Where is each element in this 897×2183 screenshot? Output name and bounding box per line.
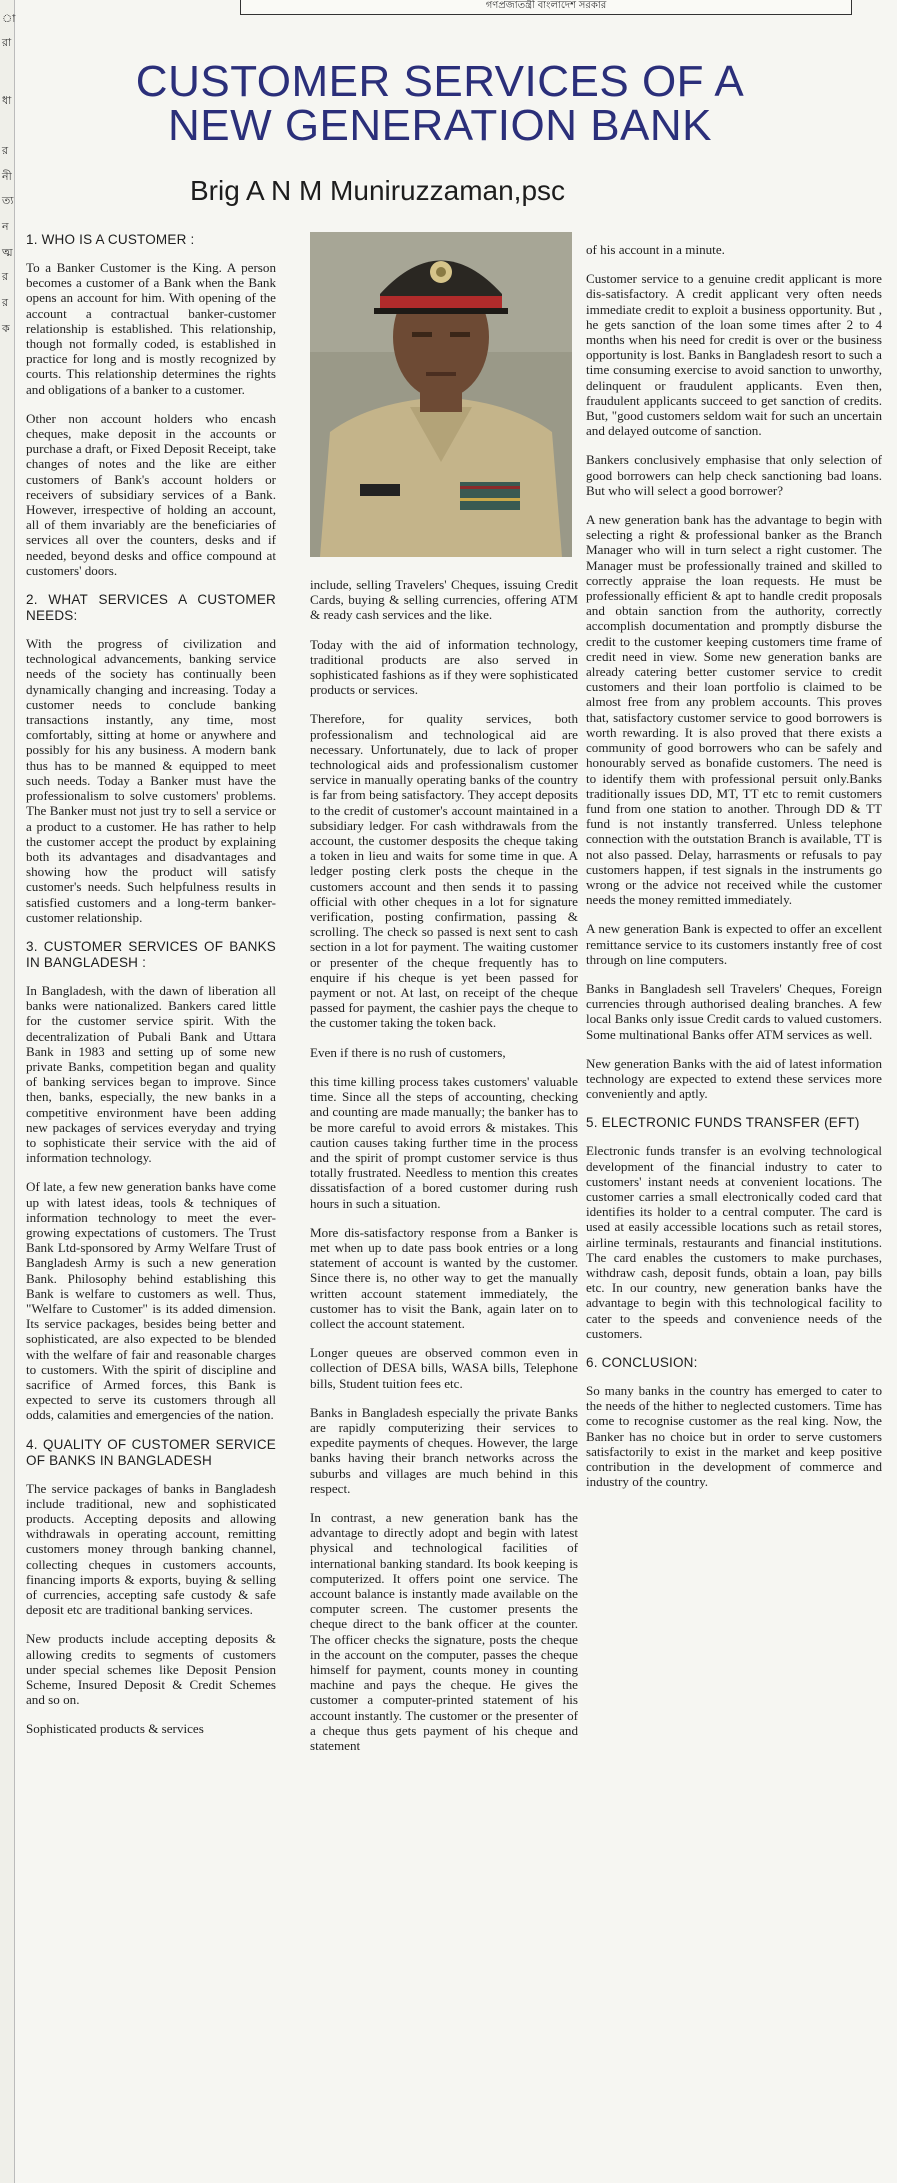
paragraph: Electronic funds transfer is an evolving technological development of the financial industry to cater to customers' instant needs at convenient locations. The customer carries a small electronically coded card that identifies its holder to a central computer. The card is used at easily accessible locations such as retail stores, airline terminals, restaurants and financial institutions. The card enables the customers to make purchases, withdraw cash, deposit funds, obtain a loan, pay bills etc. In our country, new generation banks have the advantage to begin with this technological facility to cater to the speeds and convenience needs of the customers.: [586, 1143, 882, 1341]
paragraph: Banks in Bangladesh sell Travelers' Cheques, Foreign currencies through authorised dealing branches. A few local Banks only issue Credit cards to valued customers. Some multinational Banks offer ATM services as well.: [586, 980, 882, 1042]
paragraph: Of late, a few new generation banks have come up with latest ideas, tools & techniques of information technology to meet the ever-growing expectations of customers. The Trust Bank Ltd-sponsored by Army Welfare Trust of Bangladesh Army is such a new generation Bank. Philosophy behind establishing this Bank is welfare to customers as well. Thus, "Welfare to Customer" is its added dimension. Its service packages, besides being better and sophisticated, are also expected to be blended with the welfare of fair and reasonable charges to customers. With the spirit of discipline and sacrifice of Armed forces, this Bank is expected to serve its customers through all odds, calamities and emergencies of the nation.: [26, 1179, 276, 1423]
margin-fragment: ন: [2, 220, 9, 233]
paragraph: include, selling Travelers' Cheques, issuing Credit Cards, buying & selling currencies, offering ATM & ready cash services and the like.: [310, 577, 578, 623]
section-heading: 4. QUALITY OF CUSTOMER SERVICE OF BANKS IN BANGLADESH: [26, 1436, 276, 1468]
paragraph: The service packages of banks in Bangladesh include traditional, new and sophisticated products. Accepting deposits and allowing withdrawals in operating account, remitting customers money through banking channel, collecting cheques in customers accounts, financing imports & exports, buying & selling of currencies, accepting safe custody & safe deposit etc are traditional banking services.: [26, 1480, 276, 1618]
margin-fragment: ক: [2, 322, 10, 335]
margin-fragment: রা: [2, 36, 12, 49]
section-heading: 2. WHAT SERVICES A CUSTOMER NEEDS:: [26, 592, 276, 624]
paragraph: Today with the aid of information technology, traditional products are also served in sophisticated fashions as if they were sophisticated products or services.: [310, 636, 578, 698]
paragraph: Even if there is no rush of customers,: [310, 1044, 506, 1060]
paragraph: With the progress of civilization and technological advancements, banking service needs of the society has continually been dynamically changing and increasing. Today a customer needs to conclude banking transactions instantly, any time, most comfortably, sitting at home or anywhere and possibly for his any business. A modern bank thus has to be manned & equipped to meet such needs. Today a Banker must have the professionalism to solve customers' problems. The Banker must not just try to sell a service or a product to a customer. He has rather to help the customer accept the product by explaining both its advantages and disadvantages and showing how the product will satisfy customer's needs. Such helpfulness results in satisfied customers and a long-term banker-customer relationship.: [26, 636, 276, 925]
section-heading: 5. ELECTRONIC FUNDS TRANSFER (EFT): [586, 1115, 860, 1131]
paragraph: of his account in a minute.: [586, 242, 725, 257]
paragraph: Longer queues are observed common even in collection of DESA bills, WASA bills, Telephone bills, Student tuition fees etc.: [310, 1345, 578, 1391]
paragraph: A new generation bank has the advantage to begin with selecting a right & professional banker as the Branch Manager who will in turn select a right customer. The Manager must be professionally trained and skilled to correctly appraise the loan requests. He must be professionally efficient & apt to handle credit proposals and obtain sanction from the authority, correctly accomplish documentation and promptly disburse the credit to the customer keeping customers time frame of credit need in view. Some new generation banks are already catering better customer service to credit customers and their loan portfolio is claimed to be almost free from any problem accounts. This proves that, satisfactory customer service to good borrowers is worth rewarding. It is also proved that there exists a community of good borrowers who can be safely and honourably served as bonafide customers. The need is to identify them with professional persuit only.Banks traditionally issues DD, MT, TT etc to remit customers fund from one station to another. Through DD & TT fund is not instantly transferred. Unless telephone connection with the outstation Branch is available, TT is not also passed. Delay, harrasments or refusals to pay customers happen, if test signals in the instruments go wrong or the advice not received while the customer needs the money remitted immediately.: [586, 512, 882, 908]
paragraph: Banks in Bangladesh especially the private Banks are rapidly computerizing their services to expedite payments of cheques. However, the large banks having their branch networks across the suburbs and villages are much behind in this respect.: [310, 1404, 578, 1496]
section-heading: 3. CUSTOMER SERVICES OF BANKS IN BANGLADESH :: [26, 938, 276, 970]
paragraph: Bankers conclusively emphasise that only selection of good borrowers can help check sanctioning bad loans. But who will select a good borrower?: [586, 452, 882, 498]
margin-fragment: র: [2, 270, 9, 283]
margin-fragment: নী: [2, 170, 12, 183]
paragraph: Other non account holders who encash cheques, make deposit in the accounts or purchase a draft, or Fixed Deposit Receipt, take changes of notes and the like are either customers of Bank's account holders or receivers of subsidiary services of a Bank. However, irrespective of holding an account, all of them invariably are the beneficiaries of services all over the counters, desks and if needed, beyond desks and office compound at customers' doors.: [26, 410, 276, 578]
title-line-2: NEW GENERATION BANK: [167, 101, 713, 150]
section-heading: 6. CONCLUSION:: [586, 1355, 698, 1370]
paragraph: Customer service to a genuine credit applicant is more dis-satisfactory. A credit applicant very often needs immediate credit to exploit a business opportunity. But , he gets sanction of the loan some times after 2 to 4 months when his need for credit is over or the business opportunity is lost. Banks in Bangladesh resort to such a time consuming exercise to avoid sanction to unworthy, delinquent or fraudulent applicants. Even then, fraudulent applicants succeed to get sanction of credits. But, "good customers seldom wait for such an uncertain and delayed outcome of sanction.: [586, 271, 882, 439]
column-right: [586, 242, 882, 1503]
paragraph: New products include accepting deposits & allowing credits to segments of customers under special schemes like Deposit Pension Scheme, Insured Deposit & Credit Schemes and so on.: [26, 1631, 276, 1708]
column-left: [26, 232, 276, 1751]
margin-fragment: র: [2, 144, 9, 157]
paragraph: A new generation Bank is expected to offer an excellent remittance service to its customers instantly free of cost through on line computers.: [586, 921, 882, 967]
column-middle: [310, 577, 578, 1767]
margin-fragment: ধা: [2, 94, 12, 107]
masthead-strip: [240, 0, 852, 15]
paragraph: To a Banker Customer is the King. A person becomes a customer of a Bank when the Bank opens an account for him. With opening of the account a contractual banker-customer relationship is established. This relationship, though not formally coded, is established in practice for long and is mostly recognized by courts. This relationship determines the rights and obligations of a banker to a customer.: [26, 260, 276, 397]
paragraph: this time killing process takes customers' valuable time. Since all the steps of accounting, checking and counting are made manually; the banker has to be more careful to avoid errors & mistakes. This caution causes taking further time in the process and the spirit of prompt customer service is thus totally frustrated. Needless to mention this creates dissatisfaction of a bored customer during rush hours in such a situation.: [310, 1073, 578, 1211]
paragraph: Sophisticated products & services: [26, 1721, 204, 1737]
paragraph: In Bangladesh, with the dawn of liberation all banks were nationalized. Bankers cared little for the customer service spirit. With the decentralization of Pubali Bank and Uttara Bank in 1983 and setting up of some new private Banks, competition began and quality of banking services began to improve. Since then, banks, especially, the new banks in a competitive environment have been adding new packages of services everyday and trying to sophisticate their service with the aid of information technology.: [26, 982, 276, 1166]
section-heading: 1. WHO IS A CUSTOMER :: [26, 232, 195, 247]
masthead-text: গণপ্রজাতন্ত্রী বাংলাদেশ সরকার: [485, 0, 607, 11]
margin-fragment: ত্য: [2, 194, 14, 207]
margin-fragment: র: [2, 296, 9, 309]
paragraph: Therefore, for quality services, both professionalism and technological aid are necessary. Unfortunately, due to lack of proper technological aids and professionalism customer service in manually operating banks of the country is far from being satisfactory. They accept deposits to the credit of customer's account maintained in a subsidiary ledger. For cash withdrawals from the account, the customer desposits the cheque taking a token in lieu and waits for some time in que. A ledger posting clerk posts the cheque in the customers account and then sends it to passing official with other cheques in a lot for signature verification, posting confirmation, passing & scrolling. The check so passed is next sent to cash section in a lot for payment. The waiting customer or presenter of the cheque frequently has to enquire if his cheque is yet been passed for payment or not. At last, on receipt of the cheque passed for payment, the cashier pays the cheque to the customer taking the token back.: [310, 711, 578, 1031]
article-title: [40, 57, 840, 150]
left-margin-clipping: [0, 0, 15, 2183]
paragraph: So many banks in the country has emerged to cater to the needs of the hither to neglected customers. Time has come to recognise customer as the real king. Now, the Banker has no choice but in order to serve customers satisfactorily to exist in the market and keep positive contribution in the development of commerce and industry of the country.: [586, 1383, 882, 1490]
paragraph: More dis-satisfactory response from a Banker is met when up to date pass book entries or a long statement of account is wanted by the customer. Since there is, no other way to get the manually written account statement immediately, the customer has to visit the Bank, again later on to collect the account statement.: [310, 1224, 578, 1331]
paragraph: New generation Banks with the aid of latest information technology are expected to extend these services more conveniently and aptly.: [586, 1055, 882, 1102]
margin-fragment: া: [2, 12, 16, 25]
paragraph: In contrast, a new generation bank has the advantage to directly adopt and begin with latest physical and technological facilities of international banking standard. Its book keeping is computerized. It offers point one service. The account balance is instantly made available on the computer screen. The customer presents the cheque direct to the bank officer at the counter. The officer checks the signature, posts the cheque in the account on the computer, passes the cheque himself for payment, counts money in counting machine and pays the cheque. He gives the customer a computer-printed statement of his account instantly. The customer or the presenter of a cheque thus gets payment of his cheque and statement: [310, 1509, 578, 1754]
author-byline: Brig A N M Muniruzzaman,psc: [190, 175, 566, 206]
author-photo: [310, 232, 572, 557]
author-portrait-image: [310, 232, 572, 557]
title-line-1: CUSTOMER SERVICES OF A: [135, 57, 745, 106]
margin-fragment: ত্ম: [2, 246, 13, 259]
